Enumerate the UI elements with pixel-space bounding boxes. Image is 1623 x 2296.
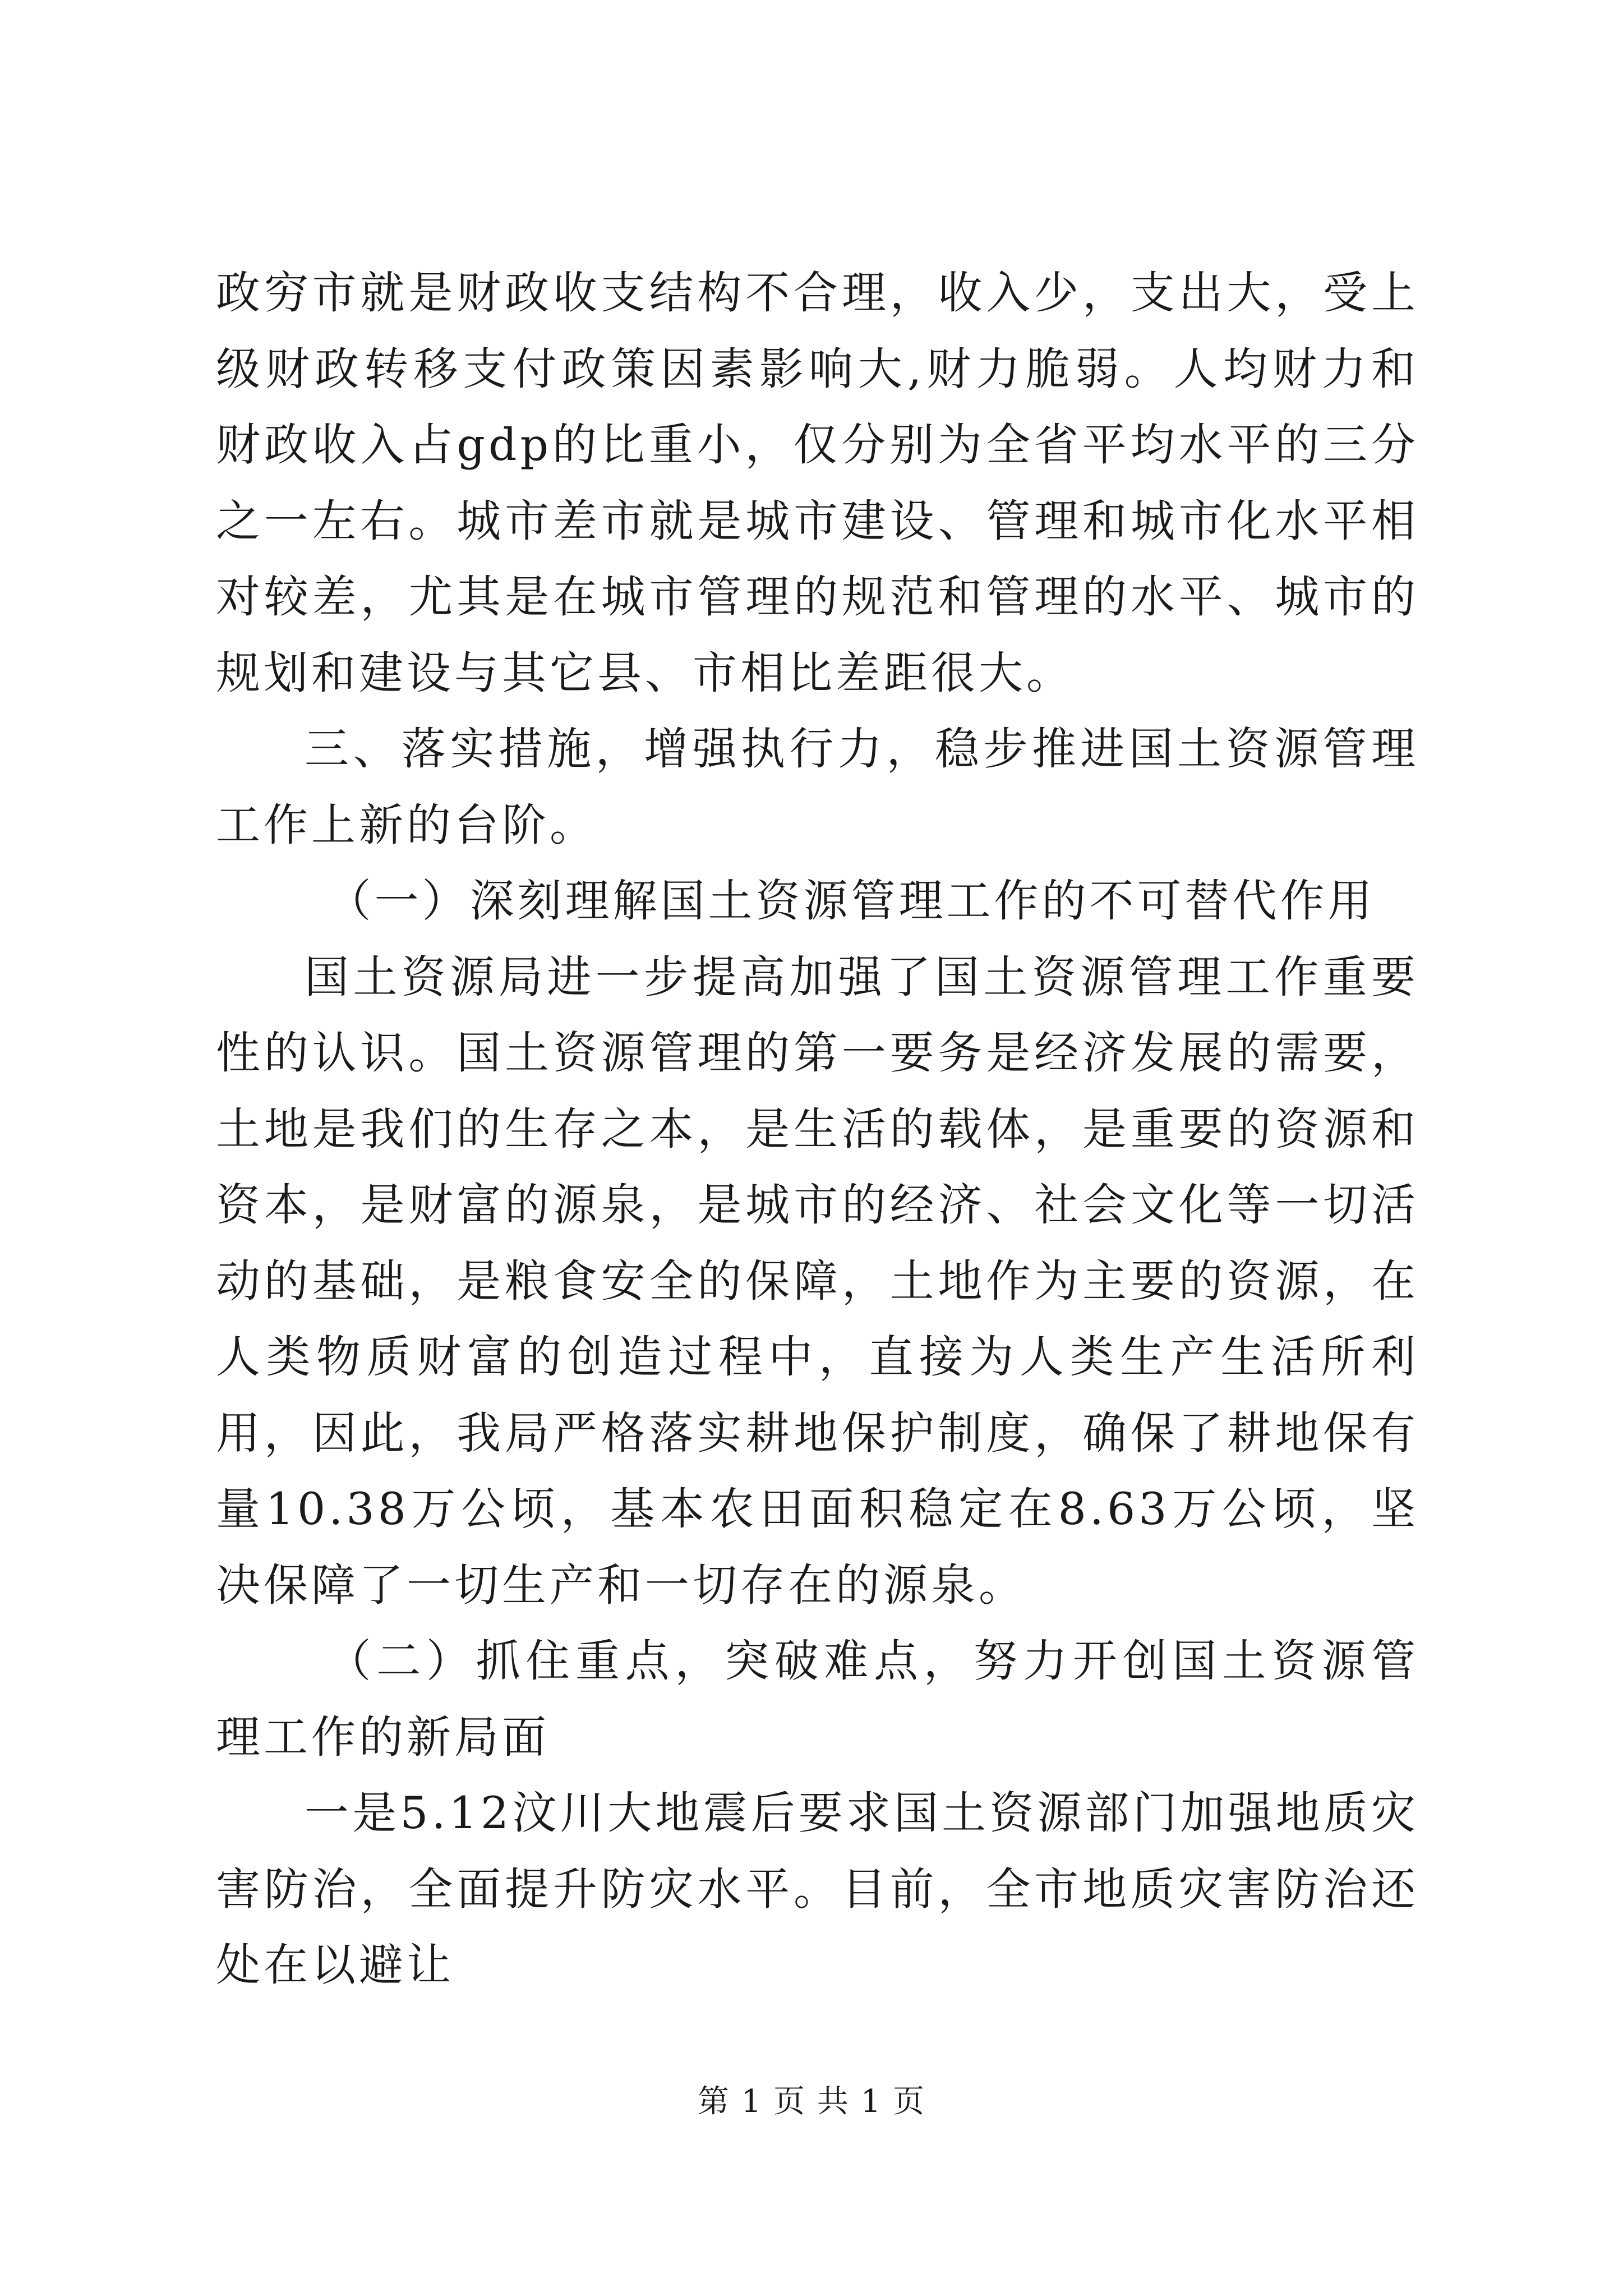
subsection-heading-one: （一）深刻理解国土资源管理工作的不可替代作用 (326, 875, 1376, 927)
section-heading-three: 三、落实措施，增强执行力，稳步推进国土资源管理工作上新的台阶。 (216, 723, 1419, 851)
document-body (216, 255, 1419, 2004)
paragraph-land-importance: 国土资源局进一步提高加强了国土资源管理工作重要性的认识。国土资源管理的第一要务是经济发展的需要，土地是我们的生存之本，是生活的载体，是重要的资源和资本，是财富的源泉，是城市的经济、社会文化等一切活动的基础，是粮食安全的保障，土地作为主要的资源，在人类物质财富的创造过程中，直接为人类生产生活所利用，因此，我局严格落实耕地保护制度，确保了耕地保有量10.38万公顷，基本农田面积稳定在8.63万公顷，坚决保障了一切生产和一切存在的源泉。 (216, 951, 1419, 1611)
paragraph-continuation: 政穷市就是财政收支结构不合理，收入少，支出大，受上级财政转移支付政策因素影响大,财力脆弱。人均财力和财政收入占gdp的比重小，仅分别为全省平均水平的三分之一左右。城市差市就是城市建设、管理和城市化水平相对较差，尤其是在城市管理的规范和管理的水平、城市的规划和建设与其它县、市相比差距很大。 (216, 267, 1419, 699)
subsection-heading-two: （二）抓住重点，突破难点，努力开创国土资源管理工作的新局面 (216, 1635, 1419, 1763)
page-number-footer: 第 1 页 共 1 页 (697, 2083, 926, 2120)
paragraph-disaster-prevention: 一是5.12汶川大地震后要求国土资源部门加强地质灾害防治，全面提升防灾水平。目前，全市地质灾害防治还处在以避让 (216, 1787, 1419, 1991)
